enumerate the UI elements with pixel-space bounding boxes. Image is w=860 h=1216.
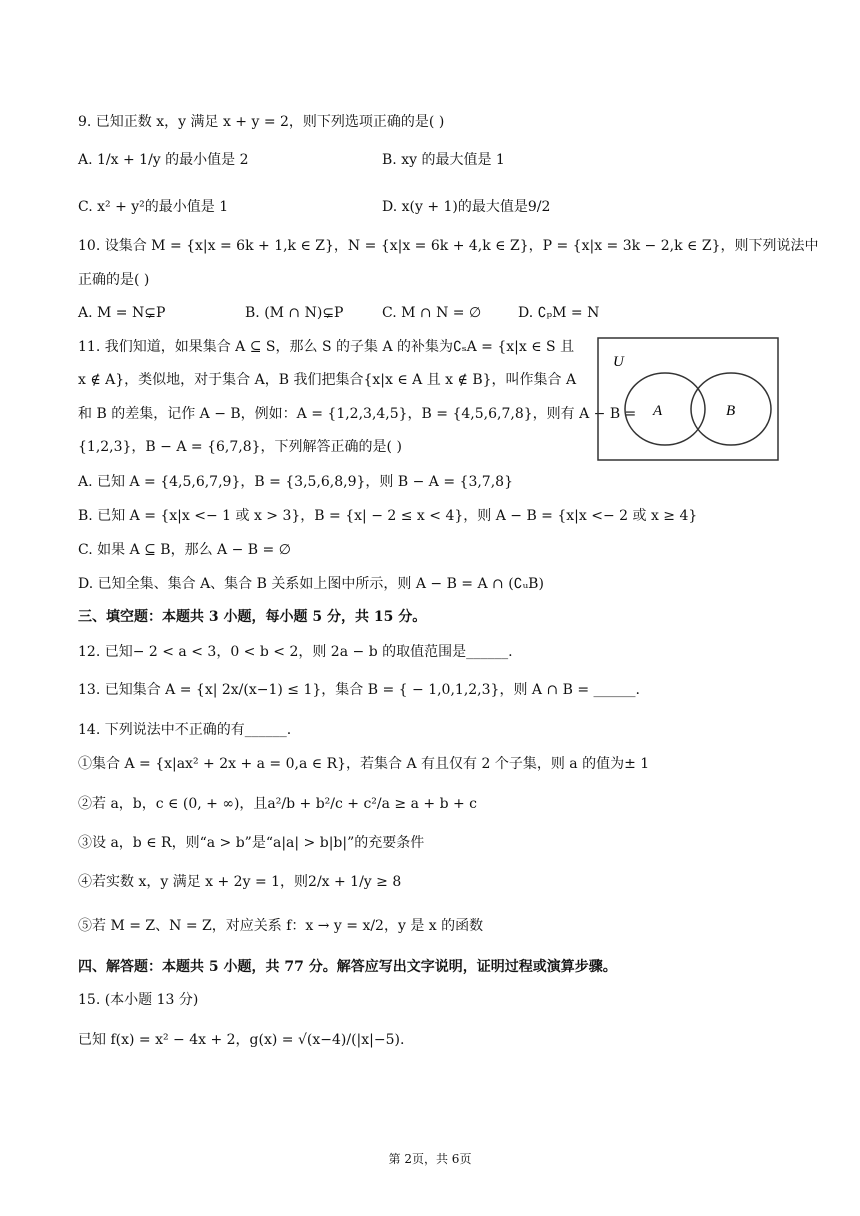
- q14-statement-2: ②若 a，b，c ∈ (0, + ∞)，且a²/b + b²/c + c²/a ≥ a + b + c: [78, 796, 478, 812]
- q10-option-c: C. M ∩ N = ∅: [382, 305, 482, 321]
- q10-option-b: B. (M ∩ N)⊊P: [245, 305, 344, 321]
- venn-circle-a: [625, 373, 705, 445]
- q10-stem-line1: 10. 设集合 M = {x|x = 6k + 1,k ∈ Z}，N = {x|x = 6k + 4,k ∈ Z}，P = {x|x = 3k − 2,k ∈ Z}，则下列说法中: [78, 238, 819, 254]
- venn-label-u: U: [613, 354, 624, 370]
- q15-heading: 15. (本小题 13 分): [78, 992, 199, 1008]
- venn-label-a: A: [653, 403, 663, 419]
- section-3-heading: 三、填空题：本题共 3 小题，每小题 5 分，共 15 分。: [78, 609, 427, 625]
- q12: 12. 已知− 2 < a < 3，0 < b < 2，则 2a − b 的取值范围是______.: [78, 644, 513, 660]
- q14-statement-4: ④若实数 x，y 满足 x + 2y = 1，则2/x + 1/y ≥ 8: [78, 874, 402, 890]
- q11-line3: 和 B 的差集，记作 A − B，例如：A = {1,2,3,4,5}，B = {4,5,6,7,8}，则有 A − B =: [78, 406, 637, 422]
- q14-statement-3: ③设 a，b ∈ R，则“a > b”是“a|a| > b|b|”的充要条件: [78, 835, 425, 851]
- q10-option-d: D. ∁ₚM = N: [518, 305, 600, 321]
- q9-stem: 9. 已知正数 x，y 满足 x + y = 2，则下列选项正确的是( ): [78, 114, 445, 130]
- q9-option-c: C. x² + y²的最小值是 1: [78, 199, 229, 215]
- section-4-heading: 四、解答题：本题共 5 小题，共 77 分。解答应写出文字说明，证明过程或演算步骤。: [78, 959, 617, 975]
- venn-universe-box: [598, 338, 778, 460]
- q9-option-b: B. xy 的最大值是 1: [382, 152, 505, 168]
- q11-option-c: C. 如果 A ⊆ B，那么 A − B = ∅: [78, 542, 291, 558]
- q14-stem: 14. 下列说法中不正确的有______.: [78, 722, 292, 738]
- q10-stem-line2: 正确的是( ): [78, 272, 150, 288]
- q10-option-a: A. M = N⊊P: [78, 305, 166, 321]
- venn-label-b: B: [726, 403, 736, 419]
- q11-option-a: A. 已知 A = {4,5,6,7,9}，B = {3,5,6,8,9}，则 B − A = {3,7,8}: [78, 474, 513, 490]
- page-footer: 第 2页，共 6页: [388, 1152, 472, 1166]
- q11-line1: 11. 我们知道，如果集合 A ⊆ S，那么 S 的子集 A 的补集为∁ₛA = {x|x ∈ S 且: [78, 339, 575, 355]
- q9-option-a: A. 1/x + 1/y 的最小值是 2: [78, 152, 249, 168]
- q13: 13. 已知集合 A = {x| 2x/(x−1) ≤ 1}，集合 B = { − 1,0,1,2,3}，则 A ∩ B = ______.: [78, 682, 641, 698]
- q11-line4: {1,2,3}，B − A = {6,7,8}，下列解答正确的是( ): [78, 439, 402, 455]
- q11-line2: x ∉ A}，类似地，对于集合 A，B 我们把集合{x|x ∈ A 且 x ∉ B}，叫作集合 A: [78, 372, 577, 388]
- q9-option-d: D. x(y + 1)的最大值是9/2: [382, 199, 551, 215]
- q11-option-b: B. 已知 A = {x|x <− 1 或 x > 3}，B = {x| − 2 ≤ x < 4}，则 A − B = {x|x <− 2 或 x ≥ 4}: [78, 508, 698, 524]
- q14-statement-5: ⑤若 M = Z、N = Z，对应关系 f：x → y = x/2，y 是 x 的函数: [78, 918, 484, 934]
- q15-body: 已知 f(x) = x² − 4x + 2，g(x) = √(x−4)/(|x|−5).: [78, 1032, 405, 1048]
- q14-statement-1: ①集合 A = {x|ax² + 2x + a = 0,a ∈ R}，若集合 A 有且仅有 2 个子集，则 a 的值为± 1: [78, 756, 650, 772]
- q11-option-d: D. 已知全集、集合 A、集合 B 关系如上图中所示，则 A − B = A ∩ (∁ᵤB): [78, 576, 544, 592]
- venn-diagram: [597, 337, 779, 461]
